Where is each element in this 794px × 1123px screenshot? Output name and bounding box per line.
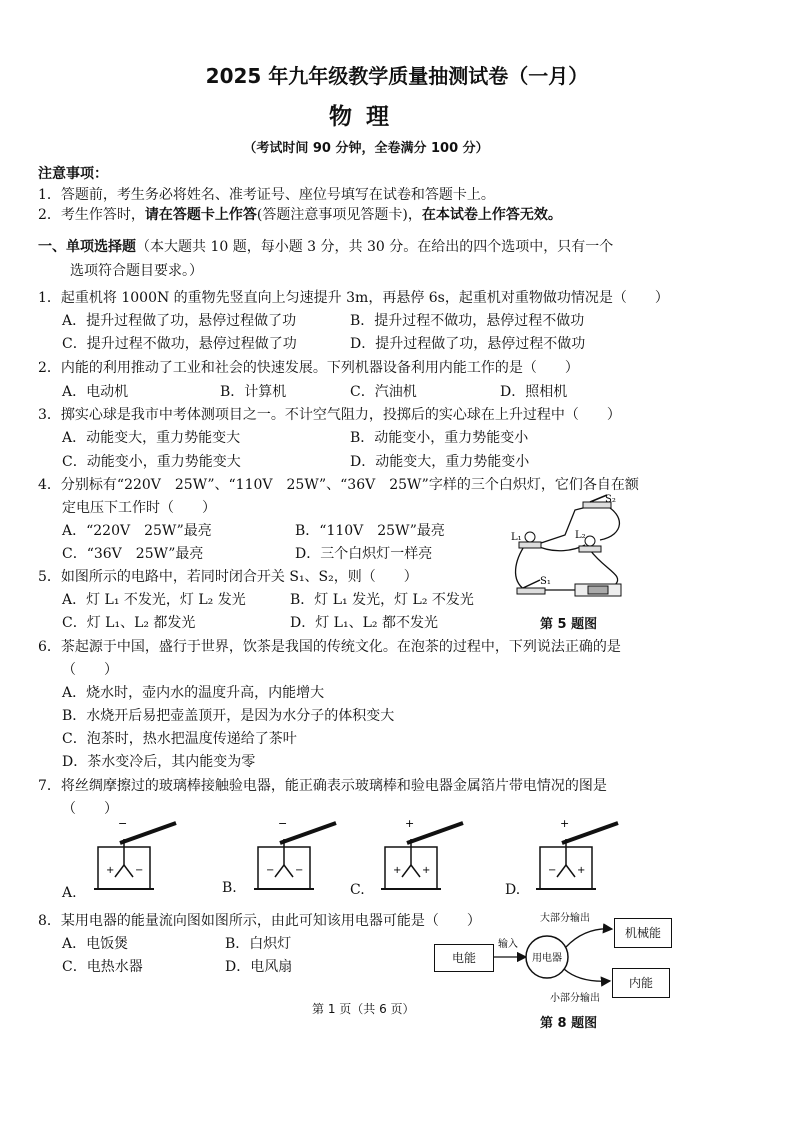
q4-option-a: A．“220V 25W”最亮 (62, 523, 212, 539)
exam-title: 2025 年九年级教学质量抽测试卷（一月） (205, 64, 589, 88)
svg-text:+: + (560, 817, 570, 830)
q3-option-c: C．动能变小，重力势能变大 (62, 454, 241, 470)
q7-stem-1: 7．将丝绸摩擦过的玻璃棒接触验电器，能正确表示玻璃棒和验电器金属箔片带电情况的图是 (38, 778, 607, 794)
q3-option-d: D．动能变大，重力势能变小 (350, 454, 530, 470)
q8-option-c: C．电热水器 (62, 959, 143, 975)
section1-heading (38, 236, 613, 256)
electroscope-figure-d (530, 815, 625, 895)
q7-stem-2: （ ） (62, 801, 118, 817)
q1-option-d: D．提升过程做了功，悬停过程不做功 (350, 336, 586, 352)
major-output-label: 大部分输出 (540, 913, 590, 924)
label-l1: L₁ (511, 532, 522, 543)
minor-output-label: 小部分输出 (550, 993, 600, 1004)
svg-text:+: + (422, 865, 431, 876)
q1-option-c: C．提升过程不做功，悬停过程做了功 (62, 336, 297, 352)
q5-option-c: C．灯 L₁、L₂ 都发光 (62, 615, 196, 631)
arrow-minor (564, 969, 610, 981)
q6-option-d: D．茶水变冷后，其内能变为零 (62, 754, 256, 770)
q2-option-d: D．照相机 (500, 384, 568, 400)
section1-title: 单项选择题 (66, 239, 136, 255)
battery-icon (575, 584, 621, 596)
section1-desc-2: 选项符合题目要求。） (70, 263, 203, 279)
svg-text:+: + (393, 865, 402, 876)
notes-heading: 注意事项： (38, 166, 108, 182)
q5-figure-caption: 第 5 题图 (540, 617, 598, 632)
electroscope-figure-b (248, 815, 343, 895)
svg-text:+: + (106, 865, 115, 876)
q1-option-a: A．提升过程做了功，悬停过程做了功 (62, 313, 297, 329)
section1-number: 一、 (38, 239, 66, 255)
mechanical-energy-box: 机械能 (614, 918, 672, 948)
exam-meta: （考试时间 90 分钟，全卷满分 100 分） (243, 141, 489, 156)
section1-desc-1: （本大题共 10 题，每小题 3 分，共 30 分。在给出的四个选项中，只有一个 (136, 239, 614, 255)
q2-option-b: B．计算机 (220, 384, 287, 400)
label-s1: S₁ (540, 576, 551, 587)
q4-option-b: B．“110V 25W”最亮 (295, 523, 445, 539)
q7-option-d-label: D. (505, 882, 521, 898)
q8-figure-caption: 第 8 题图 (540, 1016, 598, 1031)
subject-title: 物理 (329, 104, 403, 130)
notes-item-2 (38, 204, 562, 224)
q5-option-b: B．灯 L₁ 发光，灯 L₂ 不发光 (290, 592, 474, 608)
svg-text:+: + (577, 865, 586, 876)
q6-stem-1: 6．茶起源于中国，盛行于世界，饮茶是我国的传统文化。在泡茶的过程中，下列说法正确的是 (38, 639, 621, 655)
q5-circuit-figure (495, 490, 645, 610)
appliance-label: 用电器 (532, 953, 562, 964)
q6-option-a: A．烧水时，壶内水的温度升高，内能增大 (62, 685, 325, 701)
svg-text:+: + (405, 817, 415, 830)
notes-item-2-b: 请在答题卡上作答 (144, 207, 257, 223)
q4-option-d: D．三个白炽灯一样亮 (295, 546, 433, 562)
wire (516, 545, 525, 590)
q6-stem-2: （ ） (62, 662, 118, 678)
q8-stem: 8．某用电器的能量流向图如图所示，由此可知该用电器可能是（ ） (38, 913, 481, 929)
q4-stem-2: 定电压下工作时（ ） (62, 500, 216, 516)
q5-stem: 5．如图所示的电路中，若同时闭合开关 S₁、S₂，则（ ） (38, 569, 418, 585)
q6-option-c: C．泡茶时，热水把温度传递给了茶叶 (62, 731, 297, 747)
svg-text:−: − (266, 865, 275, 876)
arrow-major (566, 929, 612, 947)
q8-option-d: D．电风扇 (225, 959, 293, 975)
q2-option-c: C．汽油机 (350, 384, 417, 400)
svg-text:−: − (295, 865, 304, 876)
svg-text:−: − (278, 817, 288, 830)
electroscope-figure-a (88, 815, 183, 895)
q2-option-a: A．电动机 (62, 384, 129, 400)
label-s2: S₂ (605, 494, 616, 505)
q2-stem: 2．内能的利用推动了工业和社会的快速发展。下列机器设备利用内能工作的是（ ） (38, 360, 579, 376)
q4-option-c: C．“36V 25W”最亮 (62, 546, 204, 562)
q3-option-b: B．动能变小，重力势能变小 (350, 430, 529, 446)
page-number: 第 1 页（共 6 页） (312, 1002, 415, 1016)
q3-option-a: A．动能变大，重力势能变大 (62, 430, 241, 446)
svg-text:−: − (548, 865, 557, 876)
q4-stem-1: 4．分别标有“220V 25W”、“110V 25W”、“36V 25W”字样的三个白炽灯，它们各自在额 (38, 477, 639, 493)
q3-stem: 3．掷实心球是我市中考体测项目之一。不计空气阻力，投掷后的实心球在上升过程中（ ） (38, 407, 621, 423)
svg-text:−: − (135, 865, 144, 876)
q8-option-a: A．电饭煲 (62, 936, 129, 952)
electroscope-figure-c (375, 815, 470, 895)
notes-item-2-d: 在本试卷上作答无效。 (421, 207, 562, 223)
q5-option-d: D．灯 L₁、L₂ 都不发光 (290, 615, 438, 631)
q7-option-a-label: A. (62, 885, 77, 901)
q7-option-c-label: C. (350, 882, 365, 898)
energy-input-box: 电能 (434, 944, 494, 972)
input-label: 输入 (498, 939, 518, 950)
notes-item-2-a: 2．考生作答时， (38, 207, 145, 223)
notes-item-2-c: (答题注意事项见答题卡)， (256, 207, 422, 223)
q8-option-b: B．白炽灯 (225, 936, 292, 952)
lamp-l1-icon (519, 532, 541, 548)
notes-item-1: 1．答题前，考生务必将姓名、准考证号、座位号填写在试卷和答题卡上。 (38, 187, 495, 203)
q5-option-a: A．灯 L₁ 不发光，灯 L₂ 发光 (62, 592, 246, 608)
q6-option-b: B．水烧开后易把壶盖顶开，是因为水分子的体积变大 (62, 708, 395, 724)
svg-text:−: − (118, 817, 128, 830)
q7-option-b-label: B. (222, 880, 237, 896)
internal-energy-box: 内能 (612, 968, 670, 998)
q1-option-b: B．提升过程不做功，悬停过程不做功 (350, 313, 585, 329)
q1-stem: 1．起重机将 1000N 的重物先竖直向上匀速提升 3m，再悬停 6s，起重机对重物做功情况是（ ） (38, 290, 669, 306)
label-l2: L₂ (575, 530, 586, 541)
